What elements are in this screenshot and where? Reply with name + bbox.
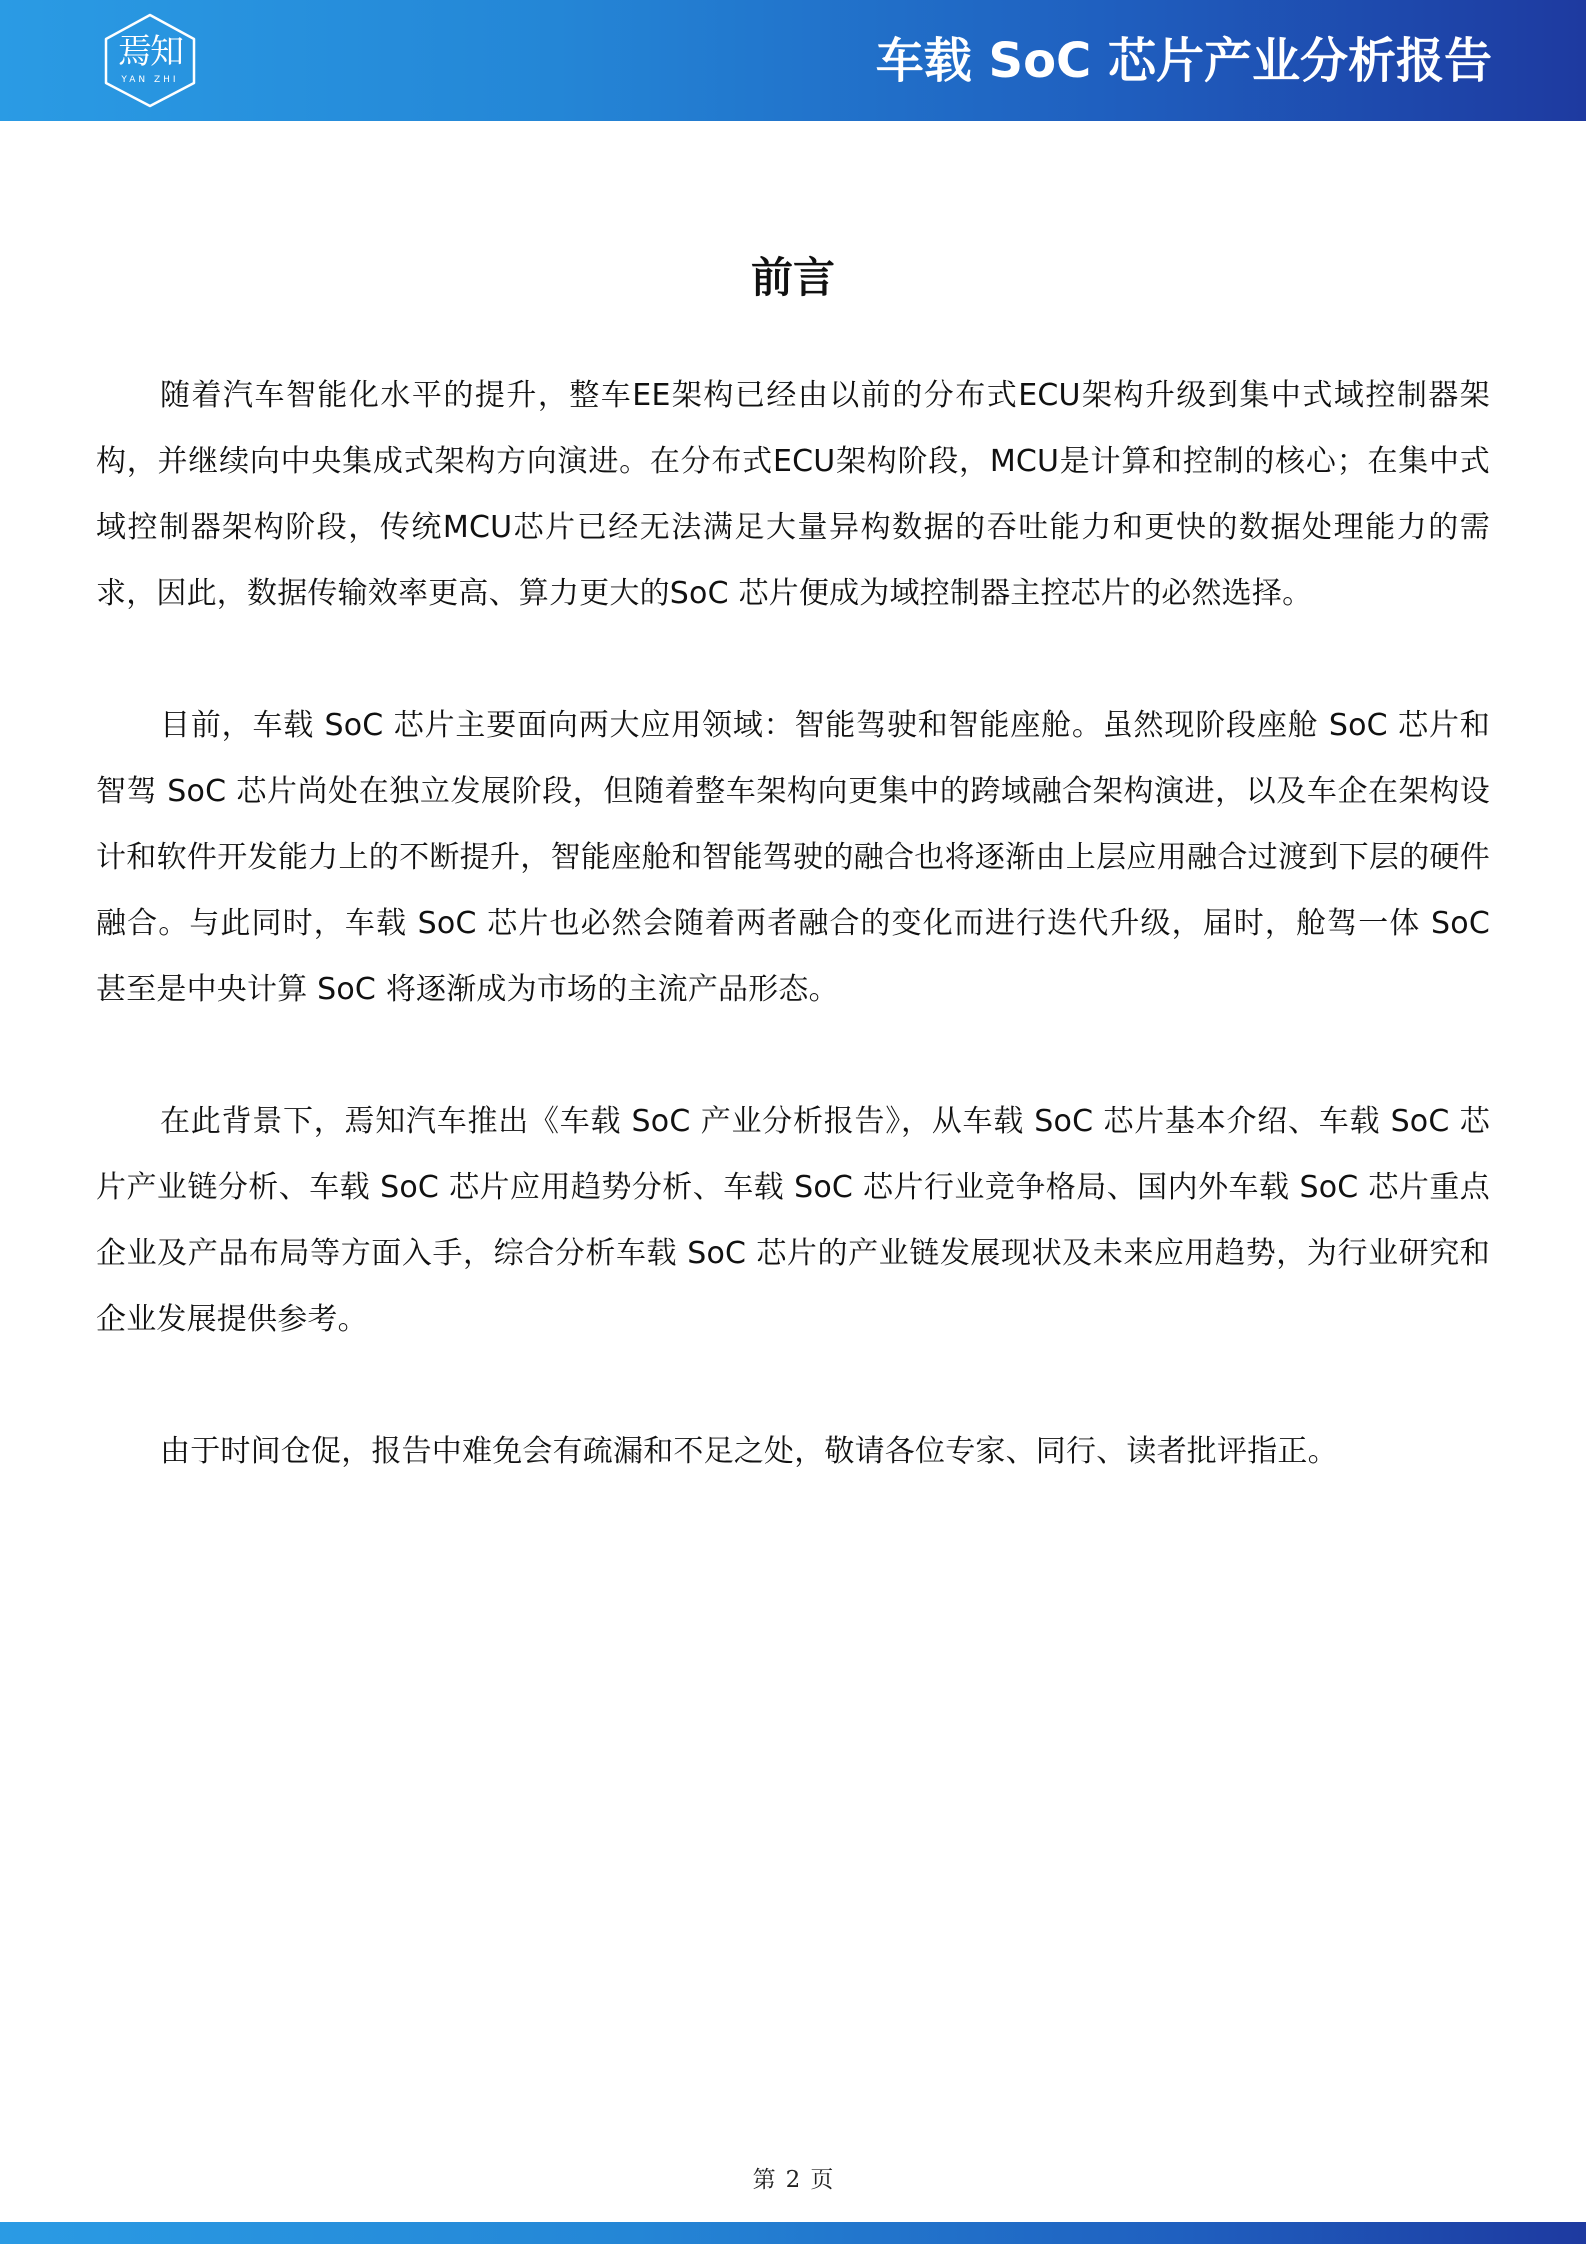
logo-main-text: 焉知 bbox=[118, 32, 182, 72]
header-bar bbox=[0, 0, 1586, 121]
preface-content bbox=[96, 363, 1490, 1551]
logo-sub-text: YAN ZHI bbox=[121, 75, 179, 85]
page-prefix: 第 bbox=[752, 2167, 776, 2193]
page-number-value: 2 bbox=[785, 2167, 801, 2193]
paragraph-1: 随着汽车智能化水平的提升，整车EE架构已经由以前的分布式ECU架构升级到集中式域控制器架构，并继续向中央集成式架构方向演进。在分布式ECU架构阶段，MCU是计算和控制的核心；在集中式域控制器架构阶段，传统MCU芯片已经无法满足大量异构数据的吞吐能力和更快的数据处理能力的需求，因此，数据传输效率更高、算力更大的SoC 芯片便成为域控制器主控芯片的必然选择。 bbox=[96, 378, 1490, 611]
yanzhi-logo bbox=[100, 12, 200, 108]
footer-bar bbox=[0, 2222, 1586, 2244]
page-suffix: 页 bbox=[810, 2167, 834, 2193]
paragraph-4: 由于时间仓促，报告中难免会有疏漏和不足之处，敬请各位专家、同行、读者批评指正。 bbox=[160, 1434, 1338, 1469]
report-title: 车载 SoC 芯片产业分析报告 bbox=[875, 33, 1492, 89]
paragraph-2: 目前，车载 SoC 芯片主要面向两大应用领域：智能驾驶和智能座舱。虽然现阶段座舱 SoC 芯片和智驾 SoC 芯片尚处在独立发展阶段，但随着整车架构向更集中的跨域融合架构演进，以及车企在架构设计和软件开发能力上的不断提升，智能座舱和智能驾驶的融合也将逐渐由上层应用融合过渡到下层的硬件融合。与此同时，车载 SoC 芯片也必然会随着两者融合的变化而进行迭代升级，届时，舱驾一体 SoC 甚至是中央计算 SoC 将逐渐成为市场的主流产品形态。 bbox=[96, 708, 1490, 1007]
page-number bbox=[0, 2165, 1586, 2195]
section-title: 前言 bbox=[750, 253, 835, 302]
paragraph-3: 在此背景下，焉知汽车推出《车载 SoC 产业分析报告》，从车载 SoC 芯片基本介绍、车载 SoC 芯片产业链分析、车载 SoC 芯片应用趋势分析、车载 SoC 芯片行业竞争格局、国内外车载 SoC 芯片重点企业及产品布局等方面入手，综合分析车载 SoC 芯片的产业链发展现状及未来应用趋势，为行业研究和企业发展提供参考。 bbox=[96, 1104, 1490, 1337]
